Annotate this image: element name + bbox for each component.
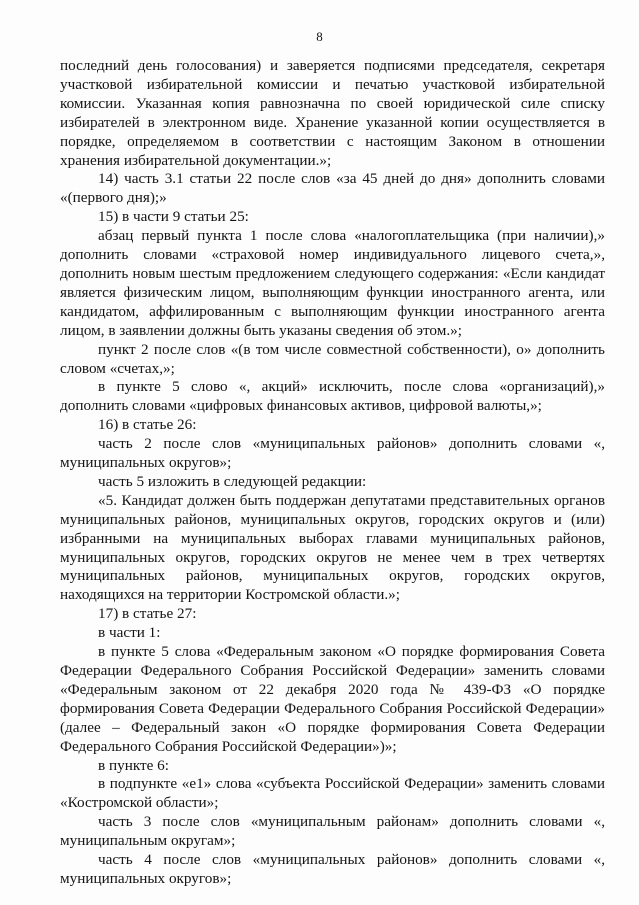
paragraph: 17) в статье 27:: [98, 605, 197, 623]
paragraph: часть 3 после слов «муниципальным районам» дополнить словами «, муниципальным округам»;: [60, 813, 605, 850]
paragraph: абзац первый пункта 1 после слова «налогоплательщика (при наличии),» дополнить словами «страховой номер индивидуального лицевого счета,», дополнить новым шестым предложением следующего содержания: «Если кандидат является физическим лицом, выполняющим функции иностранного агента, или кандидатом, аффилированным с выполняющим функции иностранного агента лицом, в заявлении должны быть указаны сведения об этом.»;: [60, 227, 605, 339]
paragraph: в подпункте «е1» слова «субъекта Российской Федерации» заменить словами «Костромской области»;: [60, 775, 605, 812]
paragraph: в пункте 5 слова «Федеральным законом «О порядке формирования Совета Федерации Федерального Собрания Российской Федерации» заменить словами «Федеральным законом от 22 декабря 2020 года № 439-ФЗ «О порядке формирования Совета Федерации Федерального Собрания Российской Федерации» (далее – Федеральный закон «О порядке формирования Совета Федерации Федерального Собрания Российской Федерации»)»;: [60, 643, 605, 755]
paragraph: 16) в статье 26:: [98, 416, 197, 434]
paragraph: в пункте 5 слово «, акций» исключить, после слова «организаций),» дополнить словами «цифровых финансовых активов, цифровой валюты,»;: [60, 378, 605, 415]
paragraph: «5. Кандидат должен быть поддержан депутатами представительных органов муниципальных районов, муниципальных округов, городских округов и (или) избранными на муниципальных выборах главами муниципальных районов, муниципальных округов, городских округов не менее чем в трех четвертях муниципальных районов, муниципальных округов, городских округов, находящихся на территории Костромской области.»;: [60, 491, 605, 604]
document-body: [60, 57, 605, 889]
paragraph: часть 5 изложить в следующей редакции:: [98, 472, 367, 490]
paragraph: в пункте 6:: [98, 756, 169, 774]
paragraph: в части 1:: [98, 624, 161, 642]
paragraph: часть 4 после слов «муниципальных районов» дополнить словами «, муниципальных округов»;: [60, 851, 605, 887]
paragraph: часть 2 после слов «муниципальных районов» дополнить словами «, муниципальных округов»;: [60, 435, 605, 472]
paragraph: 15) в части 9 статьи 25:: [98, 208, 249, 226]
paragraph: последний день голосования) и заверяется подписями председателя, секретаря участковой избирательной комиссии и печатью участковой избирательной комиссии. Указанная копия равнозначна по своей юридической силе списку избирателей в электронном виде. Хранение указанной копии осуществляется в порядке, определяемом в соответствии с настоящим Законом в отношении хранения избирательной документации.»;: [60, 57, 605, 169]
paragraph: 14) часть 3.1 статьи 22 после слов «за 45 дней до дня» дополнить словами «(первого дня);»: [60, 170, 605, 207]
paragraph: пункт 2 после слов «(в том числе совместной собственности), о» дополнить словом «счетах,»;: [60, 340, 605, 377]
page-number: 8: [316, 29, 323, 44]
